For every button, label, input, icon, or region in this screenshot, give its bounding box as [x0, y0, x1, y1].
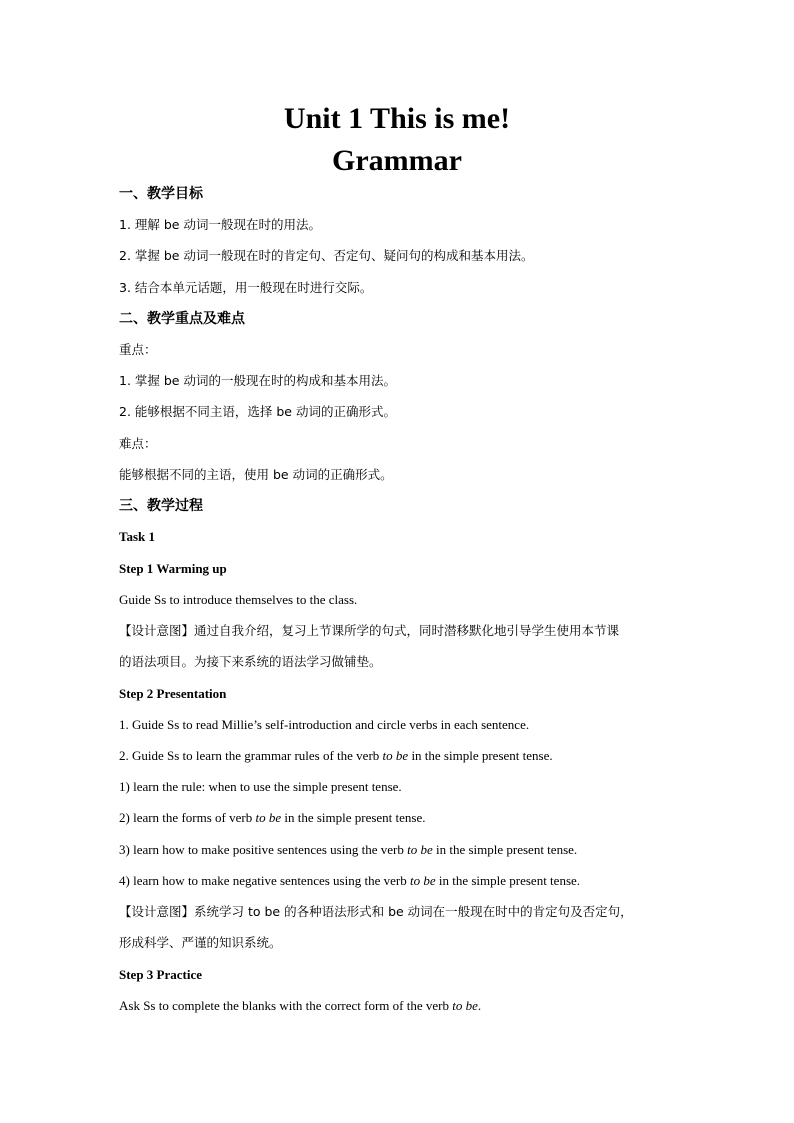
objective-item-1: 1. 理解 be 动词一般现在时的用法。 [119, 217, 321, 232]
step-1-design-intent-cont: 的语法项目。为接下来系统的语法学习做铺垫。 [119, 654, 382, 669]
step-2-sub-1: 1) learn the rule: when to use the simple present tense. [119, 779, 402, 794]
step-2-item-1: 1. Guide Ss to read Millie’s self-introduction and circle verbs in each sentence. [119, 717, 530, 732]
step-1-design-intent: 【设计意图】通过自我介绍，复习上节课所学的句式，同时潜移默化地引导学生使用本节课 [119, 623, 620, 638]
step-3-text: Ask Ss to complete the blanks with the correct form of the verb to be. [119, 998, 482, 1013]
step-2-sub-3: 3) learn how to make positive sentences using the verb to be in the simple present tense. [119, 842, 578, 857]
key-point-item-2: 2. 能够根据不同主语，选择 be 动词的正确形式。 [119, 404, 396, 419]
task-label: Task 1 [119, 529, 156, 544]
difficult-points-label: 难点： [119, 436, 157, 451]
objective-item-3: 3. 结合本单元话题，用一般现在时进行交际。 [119, 280, 373, 295]
document-title: Unit 1 This is me! [283, 102, 511, 135]
step-1-title: Step 1 Warming up [119, 561, 227, 576]
key-point-item-1: 1. 掌握 be 动词的一般现在时的构成和基本用法。 [119, 373, 396, 388]
step-2-design-intent: 【设计意图】系统学习 to be 的各种语法形式和 be 动词在一般现在时中的肯定句及否定句， [119, 904, 633, 919]
section-heading-objectives: 一、教学目标 [119, 186, 203, 202]
step-2-item-2: 2. Guide Ss to learn the grammar rules of the verb to be in the simple present tense. [119, 748, 553, 763]
section-heading-process: 三、教学过程 [119, 498, 203, 514]
step-1-text: Guide Ss to introduce themselves to the class. [119, 592, 358, 607]
step-2-title: Step 2 Presentation [119, 686, 227, 701]
section-heading-key-points: 二、教学重点及难点 [119, 311, 245, 327]
difficult-point-item-1: 能够根据不同的主语，使用 be 动词的正确形式。 [119, 467, 393, 482]
key-points-label: 重点： [119, 342, 157, 357]
step-2-sub-2: 2) learn the forms of verb to be in the simple present tense. [119, 810, 426, 825]
step-2-sub-4: 4) learn how to make negative sentences using the verb to be in the simple present tense. [119, 873, 581, 888]
document-subtitle: Grammar [332, 144, 462, 177]
step-2-design-intent-cont: 形成科学、严谨的知识系统。 [119, 935, 282, 950]
objective-item-2: 2. 掌握 be 动词一般现在时的肯定句、否定句、疑问句的构成和基本用法。 [119, 248, 534, 263]
step-3-title: Step 3 Practice [119, 967, 203, 982]
